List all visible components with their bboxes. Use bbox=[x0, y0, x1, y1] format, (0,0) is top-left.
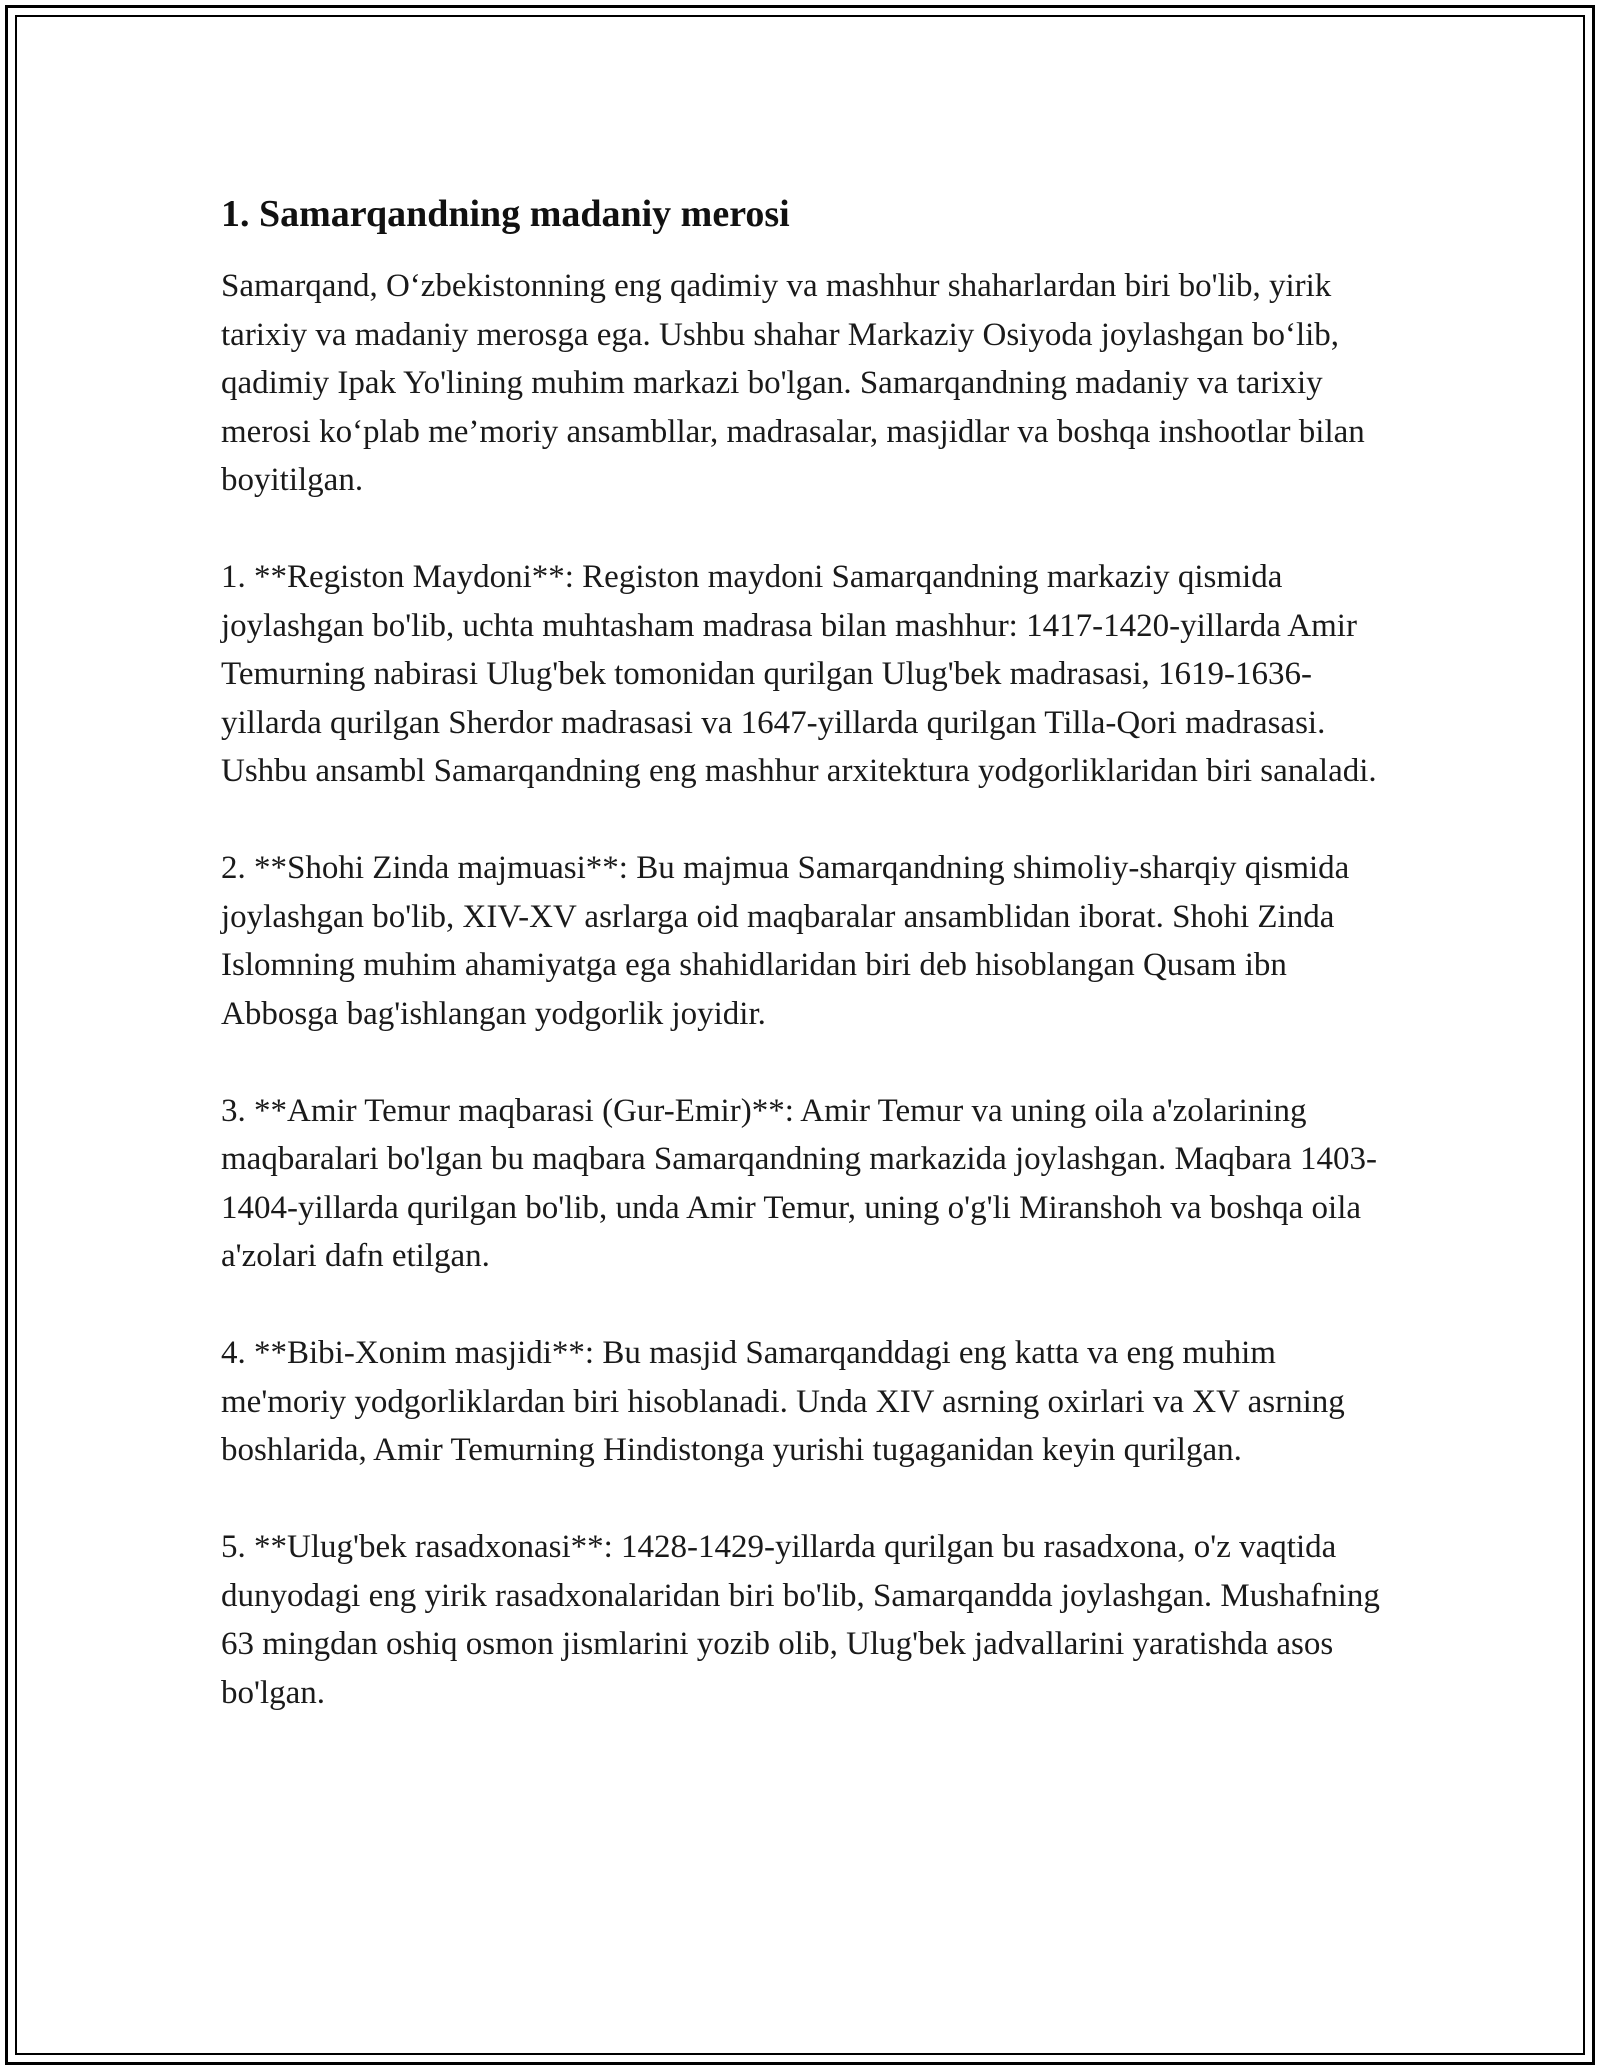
gur-emir-paragraph: 3. **Amir Temur maqbarasi (Gur-Emir)**: Amir Temur va uning oila a'zolarining maqbaralari bo'lgan bu maqbara Samarqandning markazida joylashgan. Maqbara 1403-1404-yillarda qurilgan bo'lib, unda Amir Temur, uning o'g'li Miranshoh va boshqa oila a'zolari dafn etilgan. bbox=[221, 1092, 1377, 1274]
document-title: 1. Samarqandning madaniy merosi bbox=[221, 193, 790, 235]
registon-paragraph: 1. **Registon Maydoni**: Registon maydoni Samarqandning markaziy qismida joylashgan bo'lib, uchta muhtasham madrasa bilan mashhur: 1417-1420-yillarda Amir Temurning nabirasi Ulug'bek tomonidan qurilgan Ulug'bek madrasasi, 1619-1636-yillarda qurilgan Sherdor madrasasi va 1647-yillarda qurilgan Tilla-Qori madrasasi. Ushbu ansambl Samarqandning eng mashhur arxitektura yodgorliklaridan biri sanaladi. bbox=[221, 559, 1377, 789]
intro-paragraph: Samarqand, O‘zbekistonning eng qadimiy va mashhur shaharlardan biri bo'lib, yirik tarixiy va madaniy merosga ega. Ushbu shahar Markaziy Osiyoda joylashgan bo‘lib, qadimiy Ipak Yo'lining muhim markazi bo'lgan. Samarqandning madaniy va tarixiy merosi ko‘plab me’moriy ansambllar, madrasalar, masjidlar va boshqa inshootlar bilan boyitilgan. bbox=[221, 268, 1365, 498]
shohi-zinda-paragraph: 2. **Shohi Zinda majmuasi**: Bu majmua Samarqandning shimoliy-sharqiy qismida joylashgan bo'lib, XIV-XV asrlarga oid maqbaralar ansamblidan iborat. Shohi Zinda Islomning muhim ahamiyatga ega shahidlaridan biri deb hisoblangan Qusam ibn Abbosga bag'ishlangan yodgorlik joyidir. bbox=[221, 850, 1350, 1032]
bibi-xonim-paragraph: 4. **Bibi-Xonim masjidi**: Bu masjid Samarqanddagi eng katta va eng muhim me'moriy yodgorliklardan biri hisoblanadi. Unda XIV asrning oxirlari va XV asrning boshlarida, Amir Temurning Hindistonga yurishi tugaganidan keyin qurilgan. bbox=[221, 1335, 1345, 1468]
ulugbek-observatory-paragraph: 5. **Ulug'bek rasadxonasi**: 1428-1429-yillarda qurilgan bu rasadxona, o'z vaqtida dunyodagi eng yirik rasadxonalaridan biri bo'lib, Samarqandda joylashgan. Mushafning 63 mingdan oshiq osmon jismlarini yozib olib, Ulug'bek jadvallarini yaratishda asos bo'lgan. bbox=[221, 1529, 1380, 1711]
document-body bbox=[221, 192, 1381, 1717]
